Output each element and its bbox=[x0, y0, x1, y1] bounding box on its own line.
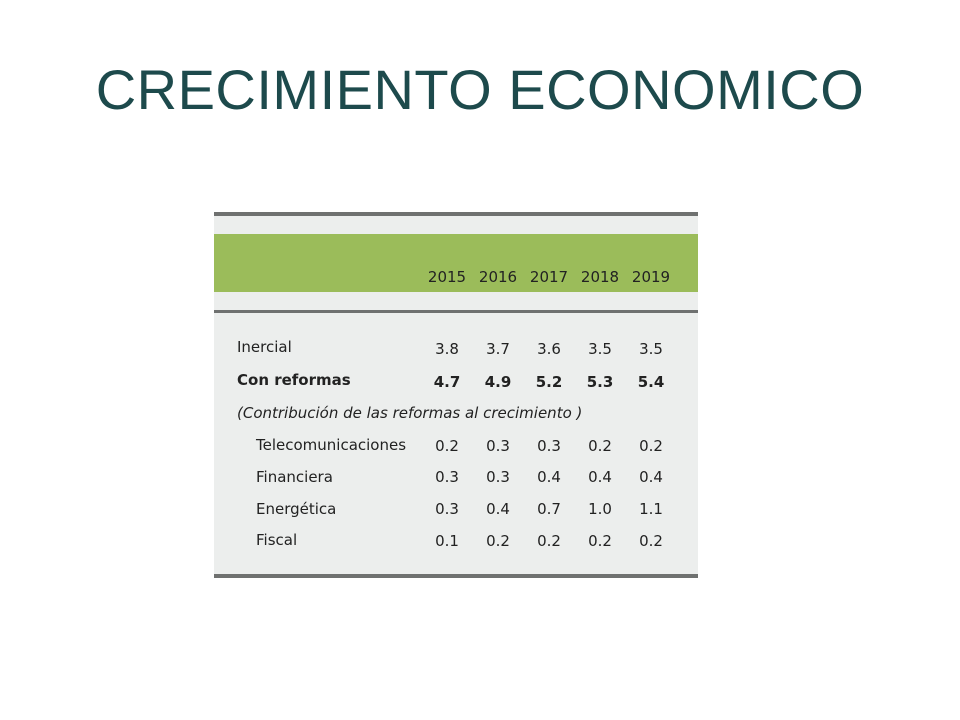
table-top-rule bbox=[214, 212, 698, 216]
table-cell: 0.4 bbox=[639, 468, 663, 486]
row-label-con-reformas: Con reformas bbox=[237, 371, 351, 389]
row-label-fiscal: Fiscal bbox=[256, 531, 298, 549]
table-cell: 0.3 bbox=[435, 500, 459, 518]
table-bottom-rule bbox=[214, 574, 698, 578]
growth-table bbox=[214, 212, 698, 578]
table-cell: 0.3 bbox=[435, 468, 459, 486]
table-cell: 0.4 bbox=[588, 468, 612, 486]
table-cell: 5.2 bbox=[535, 373, 563, 391]
table-cell: 0.2 bbox=[537, 532, 561, 550]
row-label-inercial: Inercial bbox=[237, 338, 292, 356]
table-cell: 0.3 bbox=[486, 468, 510, 486]
table-header-rule bbox=[214, 310, 698, 313]
table-cell: 0.2 bbox=[486, 532, 510, 550]
row-label-financiera: Financiera bbox=[256, 468, 333, 486]
year-header: 2016 bbox=[478, 268, 518, 286]
table-cell: 0.2 bbox=[435, 437, 459, 455]
year-header: 2018 bbox=[580, 268, 620, 286]
table-cell: 4.9 bbox=[484, 373, 512, 391]
table-cell: 0.7 bbox=[537, 500, 561, 518]
table-cell: 3.6 bbox=[537, 340, 561, 358]
table-cell: 0.2 bbox=[639, 532, 663, 550]
table-cell: 0.2 bbox=[588, 532, 612, 550]
table-cell: 5.3 bbox=[586, 373, 614, 391]
year-header: 2017 bbox=[529, 268, 569, 286]
row-label-telecomunicaciones: Telecomunicaciones bbox=[256, 436, 407, 454]
table-cell: 0.4 bbox=[486, 500, 510, 518]
year-header: 2015 bbox=[427, 268, 467, 286]
table-cell: 0.2 bbox=[639, 437, 663, 455]
table-cell: 3.5 bbox=[588, 340, 612, 358]
table-cell: 4.7 bbox=[433, 373, 461, 391]
row-label-energetica: Energética bbox=[256, 500, 337, 518]
row-label-contribution-note: (Contribución de las reformas al crecimiento ) bbox=[237, 404, 583, 422]
table-cell: 3.5 bbox=[639, 340, 663, 358]
table-cell: 1.0 bbox=[588, 500, 612, 518]
table-cell: 0.3 bbox=[486, 437, 510, 455]
table-cell: 0.4 bbox=[537, 468, 561, 486]
table-cell: 3.8 bbox=[435, 340, 459, 358]
table-cell: 0.2 bbox=[588, 437, 612, 455]
year-header: 2019 bbox=[631, 268, 671, 286]
table-cell: 1.1 bbox=[639, 500, 663, 518]
table-cell: 5.4 bbox=[637, 373, 665, 391]
slide-title: CRECIMIENTO ECONOMICO bbox=[95, 58, 865, 121]
table-cell: 3.7 bbox=[486, 340, 510, 358]
table-cell: 0.1 bbox=[435, 532, 459, 550]
table-cell: 0.3 bbox=[537, 437, 561, 455]
